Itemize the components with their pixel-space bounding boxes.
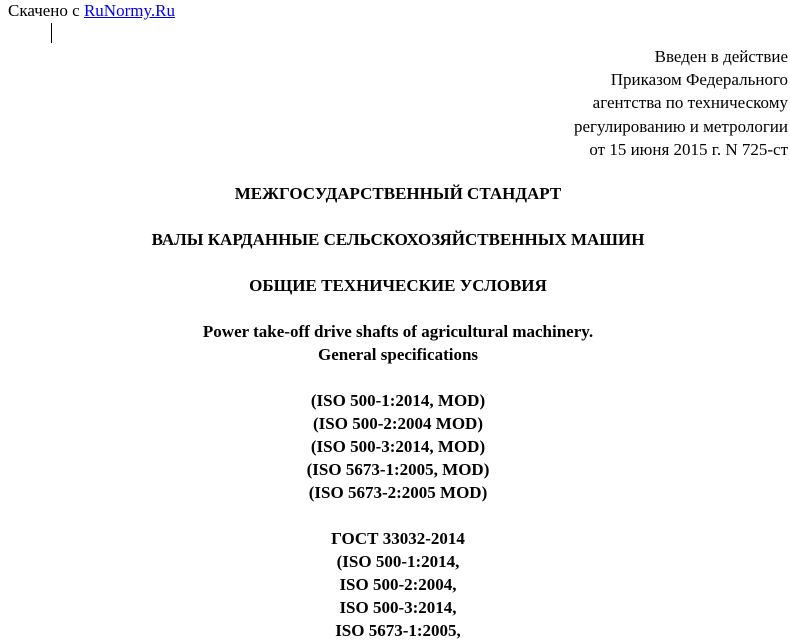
iso-reference: (ISO 5673-2:2005 MOD) — [308, 483, 488, 502]
enactment-line: Приказом Федерального — [610, 70, 788, 90]
gost-line: ISO 500-2:2004, — [339, 575, 457, 594]
gost-line: ГОСТ 33032-2014 — [331, 529, 465, 548]
gost-designation — [0, 527, 790, 642]
iso-reference: (ISO 500-3:2014, MOD) — [310, 437, 486, 456]
text-cursor — [51, 23, 52, 43]
standard-type-heading: МЕЖГОСУДАРСТВЕННЫЙ СТАНДАРТ — [234, 184, 562, 203]
document-subtitle: ОБЩИЕ ТЕХНИЧЕСКИЕ УСЛОВИЯ — [249, 276, 547, 295]
iso-reference: (ISO 500-2:2004 MOD) — [313, 414, 483, 433]
runormy-link[interactable]: RuNormy.Ru — [83, 1, 175, 20]
enactment-line: Введен в действие — [654, 47, 788, 66]
enactment-line: от 15 июня 2015 г. N 725-ст — [589, 139, 788, 159]
document-title: ВАЛЫ КАРДАННЫЕ СЕЛЬСКОХОЗЯЙСТВЕННЫХ МАШИН — [151, 230, 645, 249]
iso-references — [0, 389, 790, 504]
gost-line: (ISO 500-1:2014, — [336, 552, 460, 571]
iso-reference: (ISO 500-1:2014, MOD) — [310, 391, 486, 410]
iso-reference: (ISO 5673-1:2005, MOD) — [306, 460, 490, 479]
english-title-line: Power take-off drive shafts of agricultural machinery. — [202, 322, 594, 341]
gost-line: ISO 5673-1:2005, — [335, 621, 461, 640]
enactment-line: агентства по техническому — [592, 93, 788, 113]
english-title — [0, 320, 790, 366]
download-source-line — [8, 1, 175, 21]
gost-line: ISO 500-3:2014, — [339, 598, 457, 617]
english-title-line: General specifications — [317, 345, 479, 364]
enactment-note — [574, 45, 788, 161]
enactment-line: регулированию и метрологии — [573, 116, 788, 136]
download-prefix: Скачено с — [8, 1, 84, 20]
